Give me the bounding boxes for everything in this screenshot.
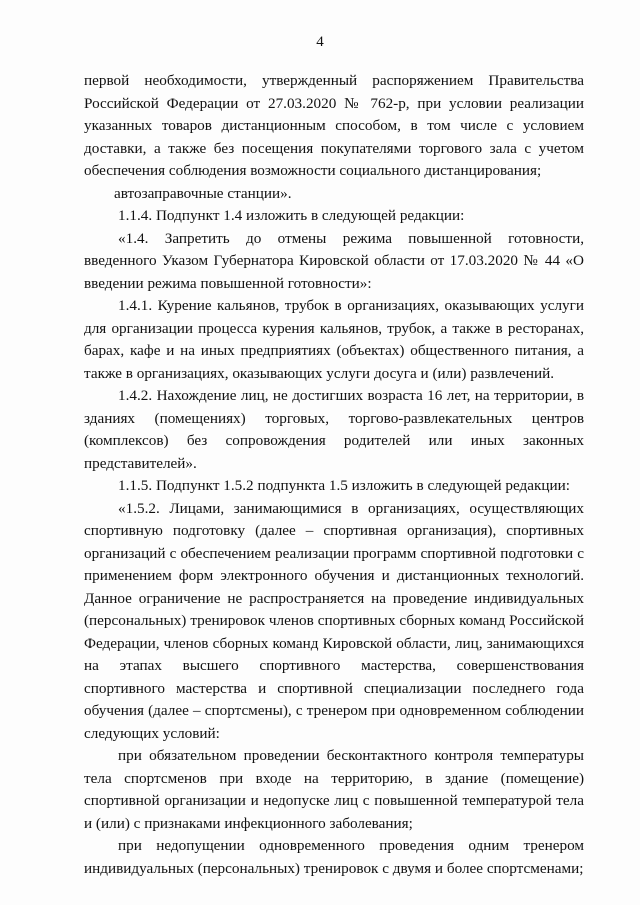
paragraph-1-1-4: 1.1.4. Подпункт 1.4 изложить в следующей редакции: <box>118 207 465 224</box>
page-number: 4 <box>316 34 324 50</box>
paragraph-1-4: «1.4. Запретить до отмены режима повышенной готовности, введенного Указом Губернатора Кировской области от 17.03.2020 № 44 «О введении режима повышенной готовности»: <box>84 229 584 292</box>
paragraph-1-1-5: 1.1.5. Подпункт 1.5.2 подпункта 1.5 изложить в следующей редакции: <box>118 477 570 494</box>
paragraph-1-4-1: 1.4.1. Курение кальянов, трубок в организациях, оказывающих услуги для организации процесса курения кальянов, трубок, а также в ресторанах, барах, кафе и на иных предприятиях (объектах) общественного питания, а также в организациях, оказывающих услуги досуга и (или) развлечений. <box>84 297 584 382</box>
paragraph-1-5-2: «1.5.2. Лицами, занимающимися в организациях, осуществляющих спортивную подготовку (далее – спортивная организация), спортивных организаций с обеспечением реализации программ спортивной подготовки с применением форм электронного обучения и дистанционных технологий. Данное ограничение не распространяется на проведение индивидуальных (персональных) тренировок членов спортивных сборных команд Российской Федерации, членов сборных команд Кировской области, лиц, занимающихся на этапах высшего спортивного мастерства, совершенствования спортивного мастерства и спортивной специализации последнего года обучения (далее – спортсмены), с тренером при одновременном соблюдении следующих условий: <box>84 499 584 742</box>
document-body <box>84 70 584 880</box>
paragraph-1-4-2: 1.4.2. Нахождение лиц, не достигших возраста 16 лет, на территории, в зданиях (помещениях) торговых, торгово-развлекательных центров (комплексов) без сопровождения родителей или иных законных представителей». <box>84 387 584 472</box>
paragraph-gas-stations: автозаправочные станции». <box>114 184 292 202</box>
paragraph-single-trainer: при недопущении одновременного проведения одним тренером индивидуальных (персональных) тренировок с двумя и более спортсменами; <box>84 837 584 877</box>
paragraph-temperature-control: при обязательном проведении бесконтактного контроля температуры тела спортсменов при входе на территорию, в здание (помещение) спортивной организации и недопуске лиц с повышенной температурой тела и (или) с признаками инфекционного заболевания; <box>84 747 584 832</box>
paragraph-goods-continuation: первой необходимости, утвержденный распоряжением Правительства Российской Федерации от 27.03.2020 № 762-р, при условии реализации указанных товаров дистанционным способом, в том числе с условием доставки, а также без посещения покупателями торгового зала с учетом обеспечения соблюдения возможности социального дистанцирования; <box>84 72 584 179</box>
